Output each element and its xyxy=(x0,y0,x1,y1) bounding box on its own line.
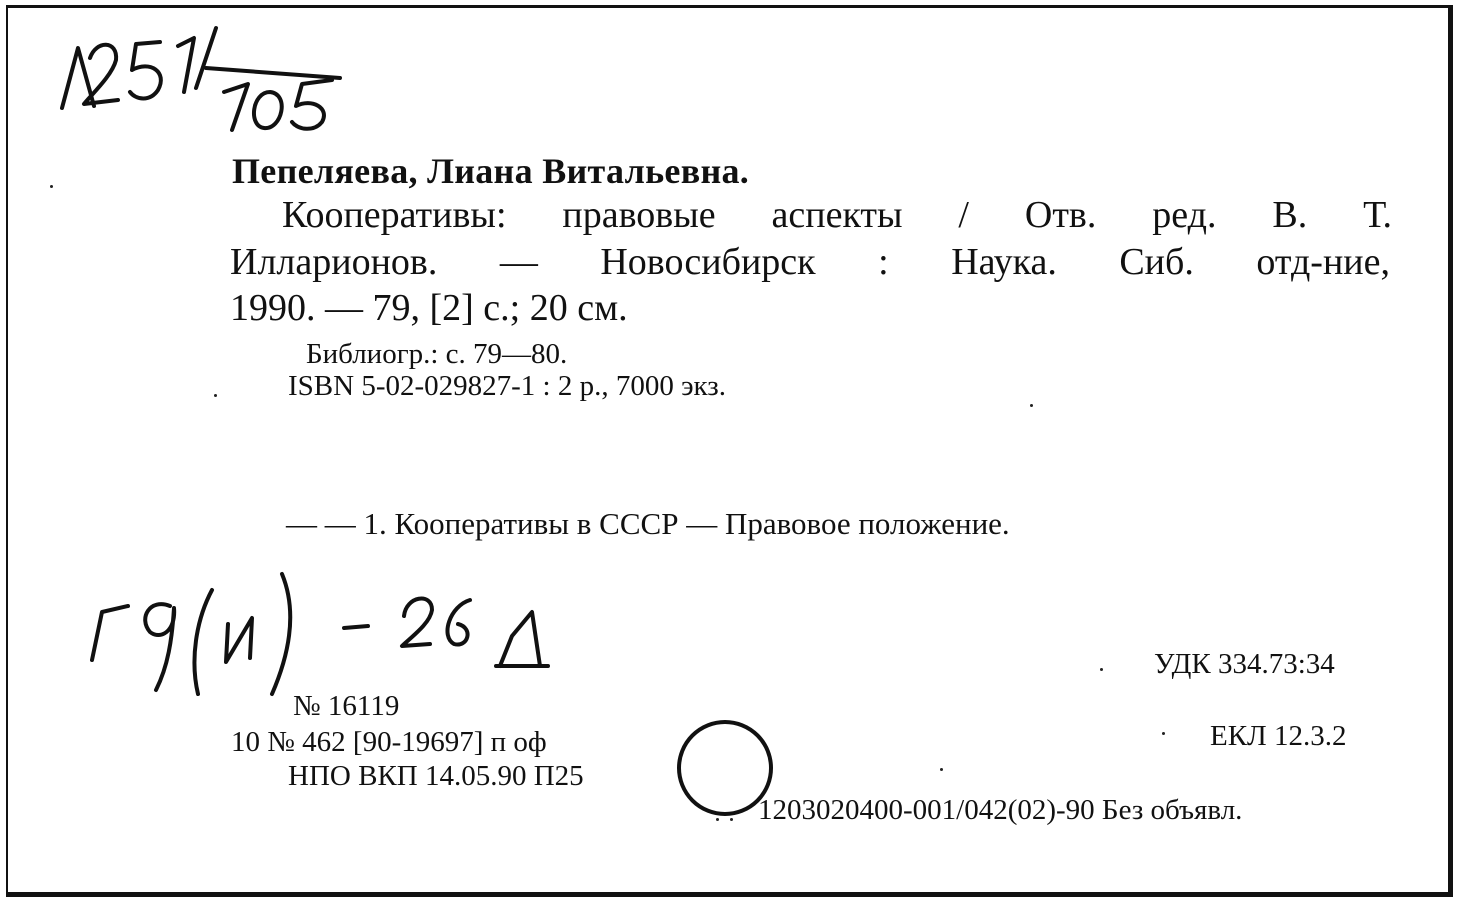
title-line-3: 1990. — 79, [2] с.; 20 см. xyxy=(230,287,628,329)
publisher-code: 1203020400-001/042(02)-90 Без объявл. xyxy=(758,794,1243,826)
speck-dot xyxy=(730,818,733,821)
bibliography-note: Библиогр.: с. 79—80. xyxy=(306,338,568,370)
print-info-line-2: НПО ВКП 14.05.90 П25 xyxy=(288,760,584,792)
speck-dot xyxy=(1162,732,1165,735)
speck-dot xyxy=(716,818,719,821)
udk-code: УДК 334.73:34 xyxy=(1154,648,1335,680)
print-info-line-1: 10 № 462 [90-19697] п оф xyxy=(231,726,547,758)
speck-dot xyxy=(1100,668,1103,671)
subject-heading: — — 1. Кооперативы в СССР — Правовое положение. xyxy=(286,506,1010,541)
title-line-1: Кооперативы: правовые аспекты / Отв. ред. В. Т. xyxy=(282,194,1392,236)
isbn-note: ISBN 5-02-029827-1 : 2 р., 7000 экз. xyxy=(288,370,726,402)
author-heading: Пепеляева, Лиана Витальевна. xyxy=(232,151,750,191)
speck-dot xyxy=(1030,404,1033,407)
handwritten-shelf-mark xyxy=(62,28,340,130)
ekl-code: ЕКЛ 12.3.2 xyxy=(1210,720,1347,752)
speck-dot xyxy=(50,185,53,188)
speck-dot xyxy=(940,768,943,771)
speck-dot xyxy=(214,394,217,397)
title-line-2: Илларионов. — Новосибирск : Наука. Сиб. отд-ние, xyxy=(230,241,1390,283)
card-number: № 16119 xyxy=(293,690,400,722)
handwritten-classification xyxy=(92,574,548,694)
